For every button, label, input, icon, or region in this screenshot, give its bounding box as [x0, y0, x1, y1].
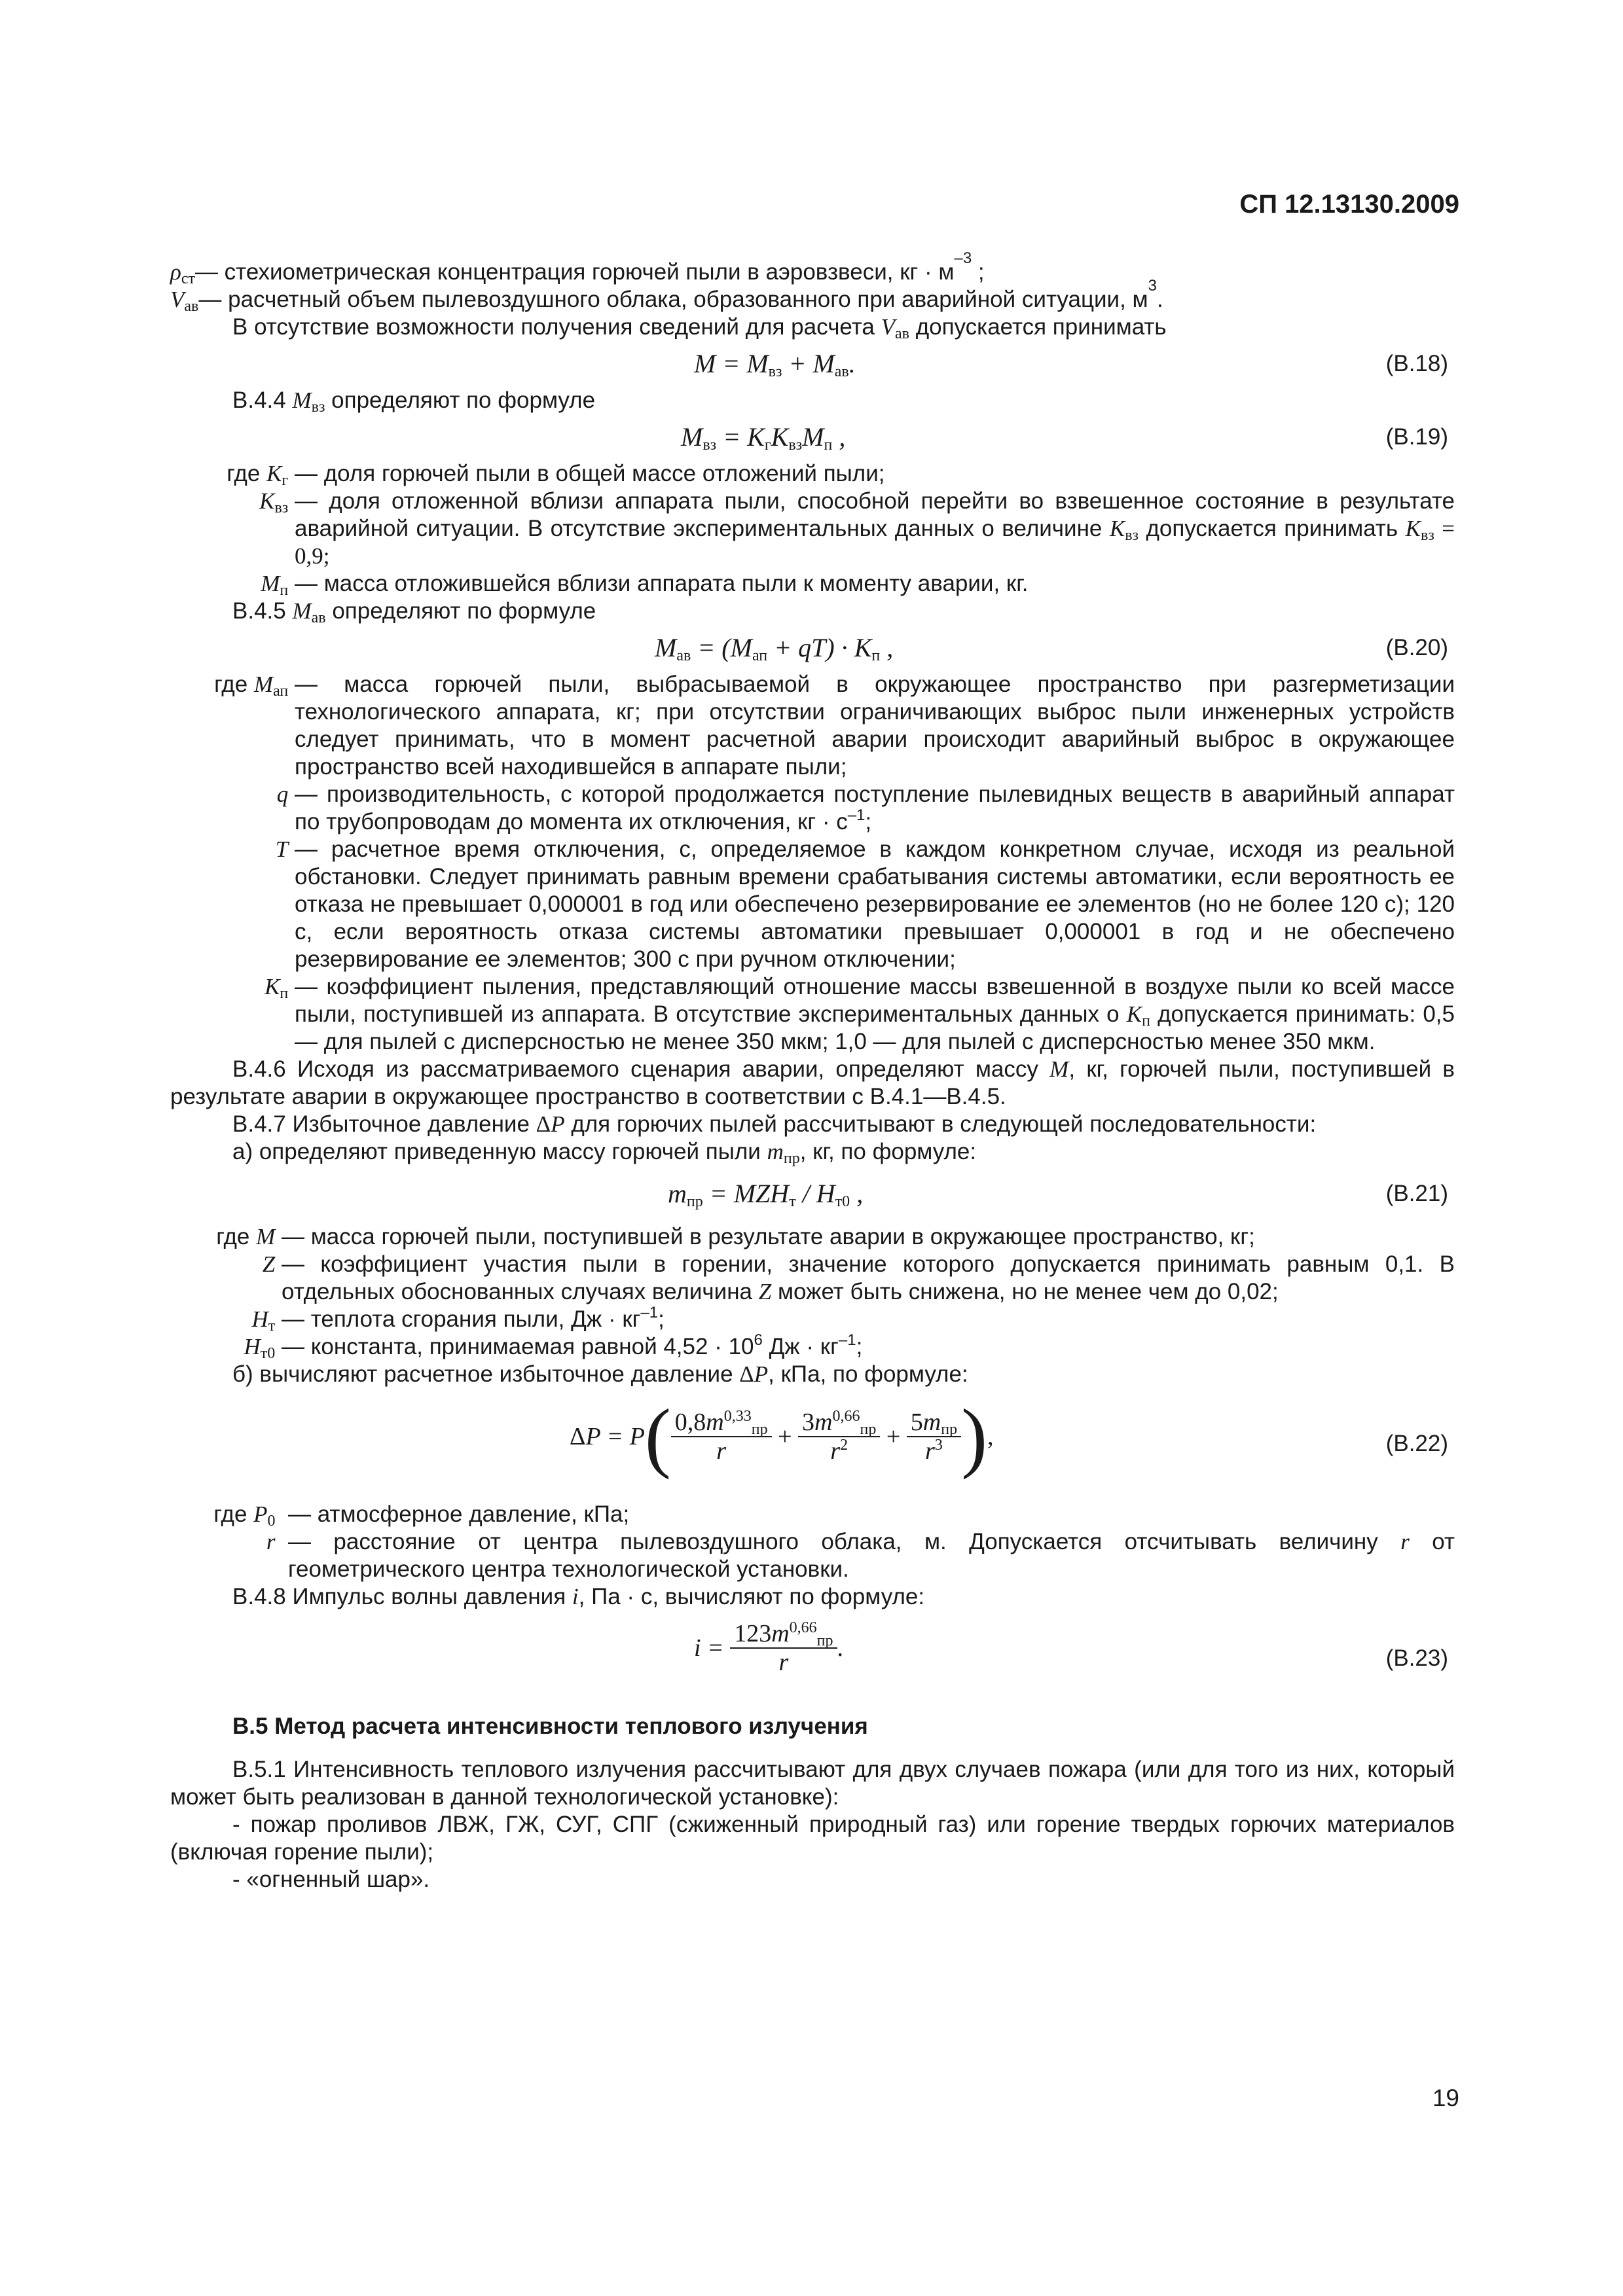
list-item-b: б) вычисляют расчетное избыточное давление ΔP, кПа, по формуле: [232, 1361, 968, 1387]
paragraph-b44: В.4.4 $M_{вз}$ определяют по формуле [232, 387, 596, 416]
definition-q: q — производительность, с которой продолжается поступление пылевидных веществ в аварийный аппарат по трубопроводам до момента их отключения, кг · $с^{-1}$; [276, 781, 1455, 834]
section-heading-b5: В.5 Метод расчета интенсивности теплового излучения [232, 1713, 868, 1739]
equation-b19: $M_{вз} = K_гK_{вз}M_п$ , (В.19) [681, 422, 1448, 454]
definition-ht0: $H_{т0}$ — константа, принимаемая равной $4,52 \cdot 10^6$ Дж · $кг^{-1}$; [244, 1331, 863, 1362]
equation-b18: $M = M_{вз} + M_{ав}$. (В.18) [694, 349, 1448, 380]
paragraph-b51: В.5.1 Интенсивность теплового излучения рассчитывают для двух случаев пожара (или для того из них, который может быть реализован в данной технологической установке): [170, 1757, 1455, 1810]
definition-m: где M — масса горючей пыли, поступившей в результате аварии в окружающее пространство, кг; [216, 1224, 1255, 1249]
page-body [170, 249, 1455, 1893]
definition-t: T — расчетное время отключения, с, определяемое в каждом конкретном случае, исходя из реальной обстановки. Следует принимать равным времени срабатывания системы автоматики, если вероятность ее отказа не превышает 0,000001 в год или обеспечено резервирование ее элементов (но не более 120 с); 120 с, если вероятность отказа системы автоматики превышает 0,000001 в год и не обеспечено резервирование ее элементов; 300 с при ручном отключении; [275, 836, 1455, 972]
definition-map: где $M_{ап}$ — масса горючей пыли, выбрасываемой в окружающее пространство при разгерметизации технологического аппарата, кг; при отсутствии ограничивающих выброс пыли инженерных устройств следует принимать, что в момент расчетной аварии происходит аварийный выброс в окружающее пространство всей находившейся в аппарате пыли; [214, 672, 1455, 780]
definition-r: r — расстояние от центра пылевоздушного облака, м. Допускается отсчитывать величину r от геометрического центра технологической установки. [266, 1529, 1455, 1582]
definition-z: Z — коэффициент участия пыли в горении, значение которого допускается принимать равным 0,1. В отдельных обоснованных случаях величина Z может быть снижена, но не менее чем до 0,02; [262, 1251, 1455, 1304]
definition-rho: $\rho_{ст}$ — стехиометрическая концентрация горючей пыли в аэровзвеси, кг · м –3 ; [170, 249, 985, 287]
document-code: СП 12.13130.2009 [1239, 190, 1459, 219]
definition-kvz: $K_{вз}$ — доля отложенной вблизи аппарата пыли, способной перейти во взвешенное состояние в результате аварийной ситуации. В отсутствие экспериментальных данных о величине $K_{вз}$ допускается принимать $K_{вз} = 0,9$; [259, 488, 1455, 569]
definition-kp: $K_п$ — коэффициент пыления, представляющий отношение массы взвешенной в воздухе пыли ко всей массе пыли, поступившей из аппарата. В отсутствие экспериментальных данных о $K_п$ допускается принимать: 0,5 — для пылей с дисперсностью не менее 350 мкм; 1,0 — для пылей с дисперсностью менее 350 мкм. [264, 974, 1455, 1054]
definition-p0: где $P_0$ — атмосферное давление, кПа; [213, 1501, 630, 1530]
page-number: 19 [1432, 2085, 1459, 2111]
paragraph-b45: В.4.5 $M_{ав}$ определяют по формуле [232, 598, 596, 626]
definition-ht: $H_т$ — теплота сгорания пыли, Дж · $кг^{-1}$; [251, 1304, 665, 1335]
paragraph-b47: В.4.7 Избыточное давление ΔP для горючих пылей рассчитывают в следующей последовательности: [232, 1111, 1317, 1137]
list-item-a: а) определяют приведенную массу горючей пыли $m_{пр}$, кг, по формуле: [232, 1139, 977, 1167]
equation-b20: $M_{ав} = (M_{ап} + qT) \cdot K_п$ , (В.20) [655, 633, 1448, 664]
equation-b21: $m_{пр} = MZH_т / H_{т0}$ , (В.21) [668, 1179, 1448, 1210]
equation-b22: ΔP = P( $\frac{0,8m^{0,33}_{пр}}{r}$ + $\frac{3m^{0,66}_{пр}}{r^2}$ + $\frac{5m_{пр}}{r^3}$ ), (В.22) [570, 1393, 1448, 1480]
equation-b23: i = $\frac{123m^{0,66}_{пр}}{r}$ . (В.23) [694, 1619, 1448, 1676]
paragraph-b46: В.4.6 Исходя из рассматриваемого сценария аварии, определяют массу M, кг, горючей пыли, поступившей в результате аварии в окружающее пространство в соответствии с В.4.1—В.4.5. [170, 1056, 1455, 1109]
bullet-item: - пожар проливов ЛВЖ, ГЖ, СУГ, СПГ (сжиженный природный газ) или горение твердых горючих материалов (включая горение пыли); [170, 1812, 1455, 1865]
paragraph-b48: В.4.8 Импульс волны давления i, Па · с, вычисляют по формуле: [232, 1584, 925, 1609]
definition-vav: $V_{ав}$ — расчетный объем пылевоздушного облака, образованного при аварийной ситуации, м 3 . [170, 277, 1163, 315]
bullet-item: - «огненный шар». [232, 1867, 430, 1892]
definition-mp: $M_п$ — масса отложившейся вблизи аппарата пыли к моменту аварии, кг. [261, 571, 1029, 599]
definition-kg: где $K_г$ — доля горючей пыли в общей массе отложений пыли; [227, 461, 885, 489]
paragraph-absent: В отсутствие возможности получения сведений для расчета $V_{ав}$ допускается принимать [232, 314, 1167, 342]
